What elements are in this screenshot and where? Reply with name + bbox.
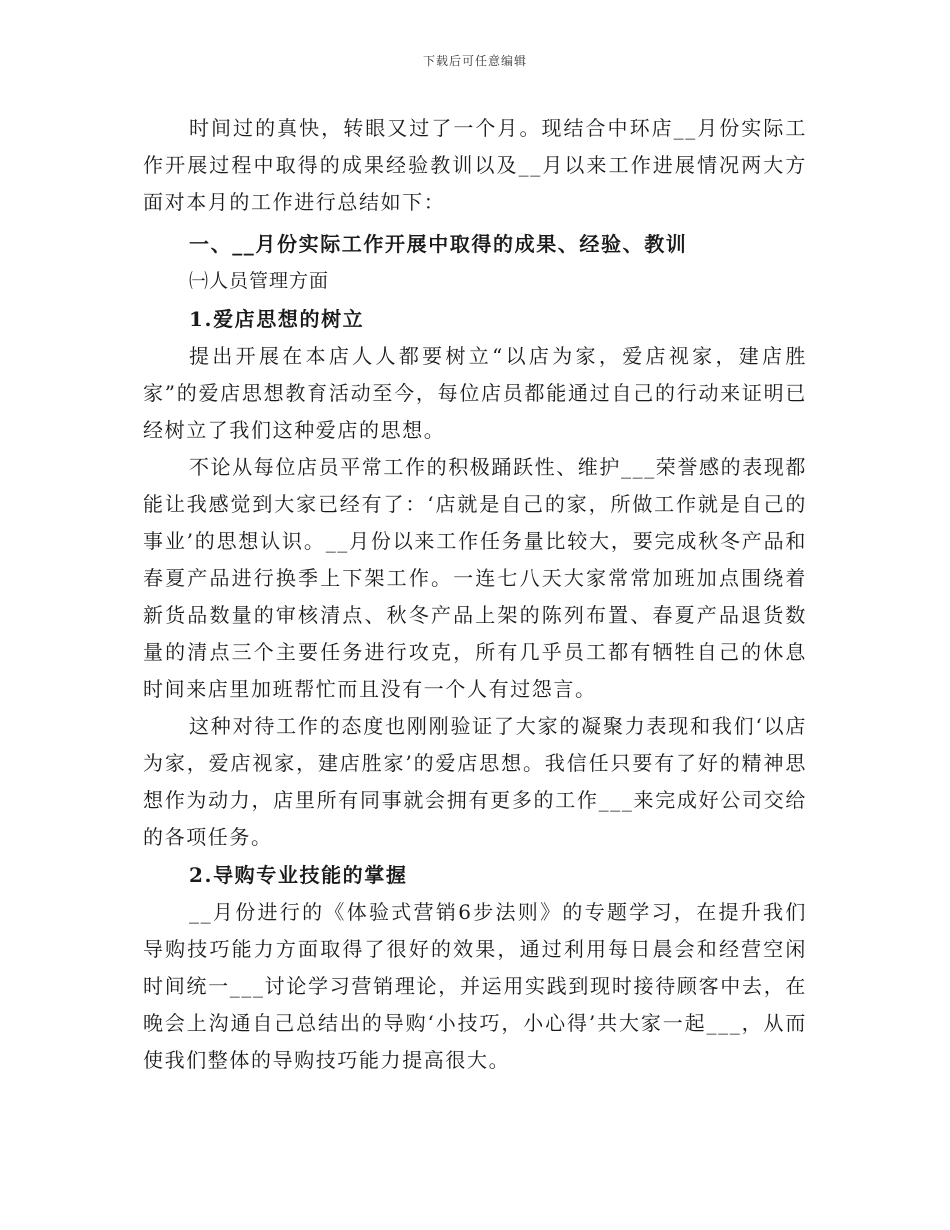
section-heading: 一、__月份实际工作开展中取得的成果、经验、教训 (189, 232, 688, 256)
document-body (143, 110, 807, 1079)
item-heading-1: 1.爱店思想的树立 (189, 307, 365, 331)
item-heading-2: 2.导购专业技能的掌握 (189, 863, 408, 887)
paragraph-2-1: __月份进行的《体验式营销6步法则》的专题学习，在提升我们导购技巧能力方面取得了很好的效果，通过利用每日晨会和经营空闲时间统一___讨论学习营销理论，并运用实践到现时接待顾客中去，在晚会上沟通自己总结出的导购‘小技巧，小心得’共大家一起___，从而使我们整体的导购技巧能力提高很大。 (143, 900, 807, 1072)
subsection-heading: ㈠人员管理方面 (189, 270, 330, 292)
paragraph-1-2: 不论从每位店员平常工作的积极踊跃性、维护___荣誉感的表现都能让我感觉到大家已经有了：‘店就是自己的家，所做工作就是自己的事业’的思想认识。__月份以来工作任务量比较大，要完成秋冬产品和春夏产品进行换季上下架工作。一连七八天大家常常加班加点围绕着新货品数量的审核清点、秋冬产品上架的陈列布置、春夏产品退货数量的清点三个主要任务进行攻克，所有几乎员工都有牺牲自己的休息时间来店里加班帮忙而且没有一个人有过怨言。 (143, 455, 807, 701)
intro-paragraph: 时间过的真快，转眼又过了一个月。现结合中环店__月份实际工作开展过程中取得的成果经验教训以及__月以来工作进展情况两大方面对本月的工作进行总结如下： (143, 116, 807, 214)
paragraph-1-1: 提出开展在本店人人都要树立“以店为家，爱店视家，建店胜家”的爱店思想教育活动至今，每位店员都能通过自己的行动来证明已经树立了我们这种爱店的思想。 (143, 344, 807, 442)
page-header: 下载后可任意编辑 (422, 54, 527, 68)
paragraph-1-3: 这种对待工作的态度也刚刚验证了大家的凝聚力表现和我们‘以店为家，爱店视家，建店胜家’的爱店思想。我信任只要有了好的精神思想作为动力，店里所有同事就会拥有更多的工作___来完成好公司交给的各项任务。 (143, 714, 807, 849)
